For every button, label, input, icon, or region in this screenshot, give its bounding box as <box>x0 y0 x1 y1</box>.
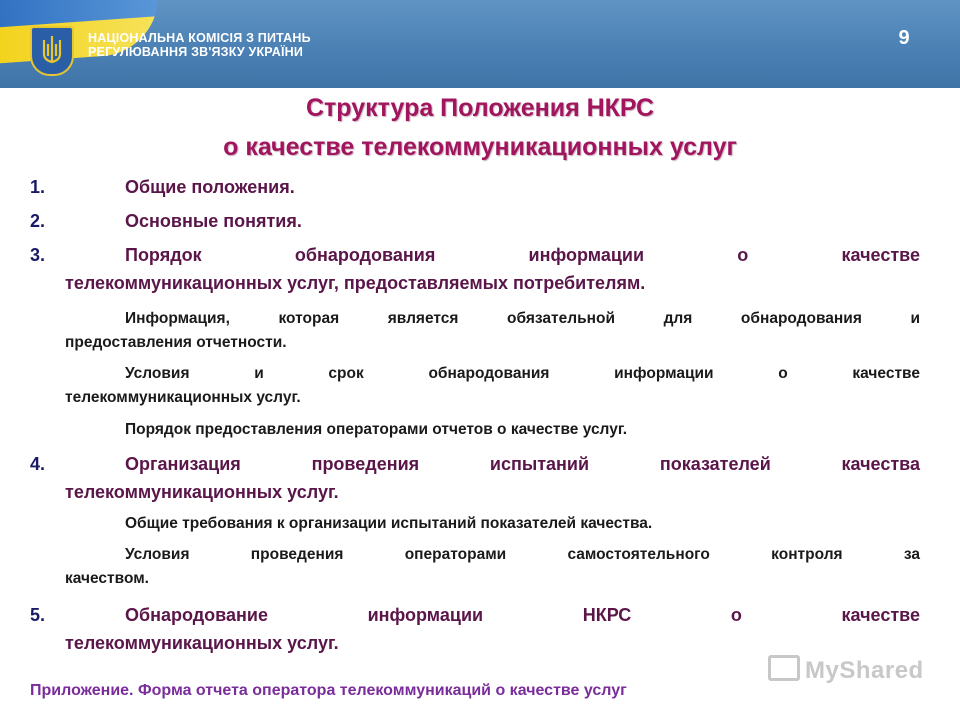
sub-item-4a <box>30 512 920 536</box>
org-line2: РЕГУЛЮВАННЯ ЗВ'ЯЗКУ УКРАЇНИ <box>88 45 304 59</box>
list-item-5 <box>30 601 920 657</box>
list-item-3 <box>30 241 920 297</box>
sub-item-text: Порядок предоставления операторами отчетов о качестве услуг. <box>125 421 628 438</box>
sub-item-line1: Условия и срок обнародования информации о качестве <box>125 365 920 382</box>
sub-item-line2: предоставления отчетности. <box>65 334 287 351</box>
list-item-2 <box>30 207 920 235</box>
list-number: 5. <box>30 605 46 625</box>
list-item-text-line2: телекоммуникационных услуг, предоставляемых потребителям. <box>65 273 646 293</box>
slide-number: 9 <box>898 27 910 49</box>
list-item-text: Общие положения. <box>125 177 295 197</box>
sub-item-3b <box>30 362 920 410</box>
list-item-text-line2: телекоммуникационных услуг. <box>65 482 339 502</box>
slide-title-line2: о качестве телекоммуникационных услуг <box>223 133 737 161</box>
sub-item-text: Общие требования к организации испытаний показателей качества. <box>125 515 653 532</box>
org-line1: НАЦІОНАЛЬНА КОМІСІЯ З ПИТАНЬ <box>88 31 311 45</box>
list-item-text-line1: Обнародование информации НКРС о качестве <box>125 605 920 625</box>
myshared-watermark <box>768 655 924 685</box>
list-item-text-line2: телекоммуникационных услуг. <box>65 633 339 653</box>
sub-item-line1: Информация, которая является обязательной для обнародования и <box>125 310 920 327</box>
appendix-note: Приложение. Форма отчета оператора телекоммуникаций о качестве услуг <box>30 682 627 699</box>
watermark-text: MyShared <box>805 657 924 684</box>
sub-item-line2: телекоммуникационных услуг. <box>65 389 301 406</box>
list-number: 4. <box>30 454 46 474</box>
list-number: 1. <box>30 177 46 197</box>
sub-item-3c <box>30 418 920 442</box>
slide-title-line1: Структура Положения НКРС <box>305 94 655 122</box>
organization-name <box>88 31 311 59</box>
sub-item-line2: качеством. <box>65 570 149 587</box>
sub-item-4b <box>30 543 920 591</box>
trident-emblem-icon <box>30 26 74 76</box>
sub-item-3a <box>30 307 920 355</box>
list-item-text: Основные понятия. <box>125 211 302 231</box>
presentation-icon <box>768 655 800 681</box>
sub-item-line1: Условия проведения операторами самостоятельного контроля за <box>125 546 920 563</box>
list-number: 3. <box>30 245 46 265</box>
header-banner <box>0 0 960 88</box>
list-item-1 <box>30 173 920 201</box>
list-item-text-line1: Организация проведения испытаний показателей качества <box>125 454 920 474</box>
list-number: 2. <box>30 211 46 231</box>
list-item-text-line1: Порядок обнародования информации о качестве <box>125 245 920 265</box>
list-item-4 <box>30 450 920 506</box>
